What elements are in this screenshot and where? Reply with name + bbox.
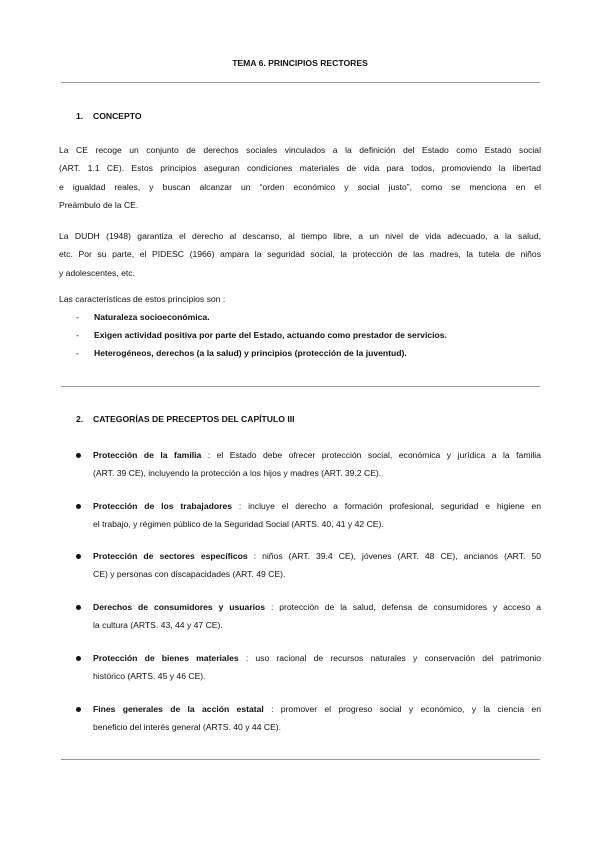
bullet-label: Protección de sectores específicos: [93, 551, 248, 561]
section-number: 1.: [76, 111, 84, 121]
bullet-icon: [76, 554, 81, 559]
page-title: TEMA 6. PRINCIPIOS RECTORES: [232, 58, 368, 68]
bullet-label: Protección de la familia: [93, 450, 202, 460]
bullet-icon: [76, 504, 81, 509]
paragraph-2: [59, 227, 541, 282]
list-item: [76, 313, 210, 322]
bullet-text: : protección de la salud, defensa de consumidores y acceso a: [265, 602, 541, 612]
bullet-text: el trabajo, y régimen público de la Seguridad Social (ARTS. 40, 41 y 42 CE).: [93, 519, 384, 530]
bullet-icon: [76, 605, 81, 610]
list-item-text: Heterogéneos, derechos (a la salud) y principios (protección de la juventud).: [94, 348, 407, 358]
paragraph-1: [59, 141, 541, 214]
section-2-heading: [76, 415, 295, 424]
bullet-text: : promover el progreso social y económico, y la ciencia en: [263, 704, 541, 714]
section-number: 2.: [76, 414, 84, 424]
dash-marker: -: [76, 348, 79, 358]
text-line: La CE recoge un conjunto de derechos sociales vinculados a la definición del Estado como Estado social: [59, 145, 541, 155]
characteristics-intro: Las características de estos principios son :: [59, 294, 226, 304]
list-item-text: Naturaleza socioeconómica.: [94, 312, 210, 322]
bullet-label: Fines generales de la acción estatal: [93, 704, 264, 714]
list-item: [76, 331, 447, 340]
section-title: CATEGORÍAS DE PRECEPTOS DEL CAPÍTULO III: [93, 414, 295, 424]
divider: [61, 82, 540, 83]
text-line: La DUDH (1948) garantiza el derecho al descanso, al tiempo libre, a un nivel de vida adecuado, a la salud,: [59, 231, 541, 241]
bullet-icon: [76, 453, 81, 458]
bullet-text: : incluye el derecho a formación profesional, seguridad e higiene en: [232, 501, 541, 511]
divider: [61, 386, 540, 387]
bullet-icon: [76, 707, 81, 712]
bullet-label: Protección de los trabajadores: [93, 501, 232, 511]
bullet-text: histórico (ARTS. 45 y 46 CE).: [93, 671, 206, 682]
bullet-text: (ART. 39 CE), incluyendo la protección a los hijos y madres (ART. 39.2 CE).: [93, 468, 382, 479]
bullet-text: : niños (ART. 39.4 CE), jóvenes (ART. 48 CE), ancianos (ART. 50: [247, 551, 541, 561]
text-line: y adolescentes, etc.: [59, 267, 135, 278]
bullet-label: Derechos de consumidores y usuarios: [93, 602, 266, 612]
bullet-text: la cultura (ARTS. 43, 44 y 47 CE).: [93, 620, 223, 631]
text-line: (ART. 1.1 CE). Estos principios aseguran condiciones materiales de vida para todos, promoviendo la libertad: [59, 163, 541, 174]
bullet-label: Protección de bienes materiales: [93, 653, 239, 663]
list-item: [76, 349, 407, 358]
section-title: CONCEPTO: [93, 111, 142, 121]
bullet-icon: [76, 656, 81, 661]
dash-marker: -: [76, 312, 79, 322]
text-line: Preámbulo de la CE.: [59, 199, 139, 210]
bullet-text: CE) y personas con discapacidades (ART. 49 CE).: [93, 569, 286, 580]
bullet-text: : uso racional de recursos naturales y conservación del patrimonio: [238, 653, 541, 663]
divider: [61, 759, 540, 760]
text-line: etc. Por su parte, el PIDESC (1966) ampara la seguridad social, la protección de las madres, la tutela de niños: [59, 249, 541, 260]
bullet-text: beneficio del interés general (ARTS. 40 y 44 CE).: [93, 722, 282, 733]
list-item-text: Exigen actividad positiva por parte del Estado, actuando como prestador de servicios.: [94, 330, 447, 340]
section-1-heading: [76, 112, 142, 121]
dash-marker: -: [76, 330, 79, 340]
bullet-text: : el Estado debe ofrecer protección social, económica y jurídica a la familia: [201, 450, 541, 460]
text-line: e igualdad reales, y buscan alcanzar un “orden económico y social justo”, como se menciona en el: [59, 181, 541, 192]
